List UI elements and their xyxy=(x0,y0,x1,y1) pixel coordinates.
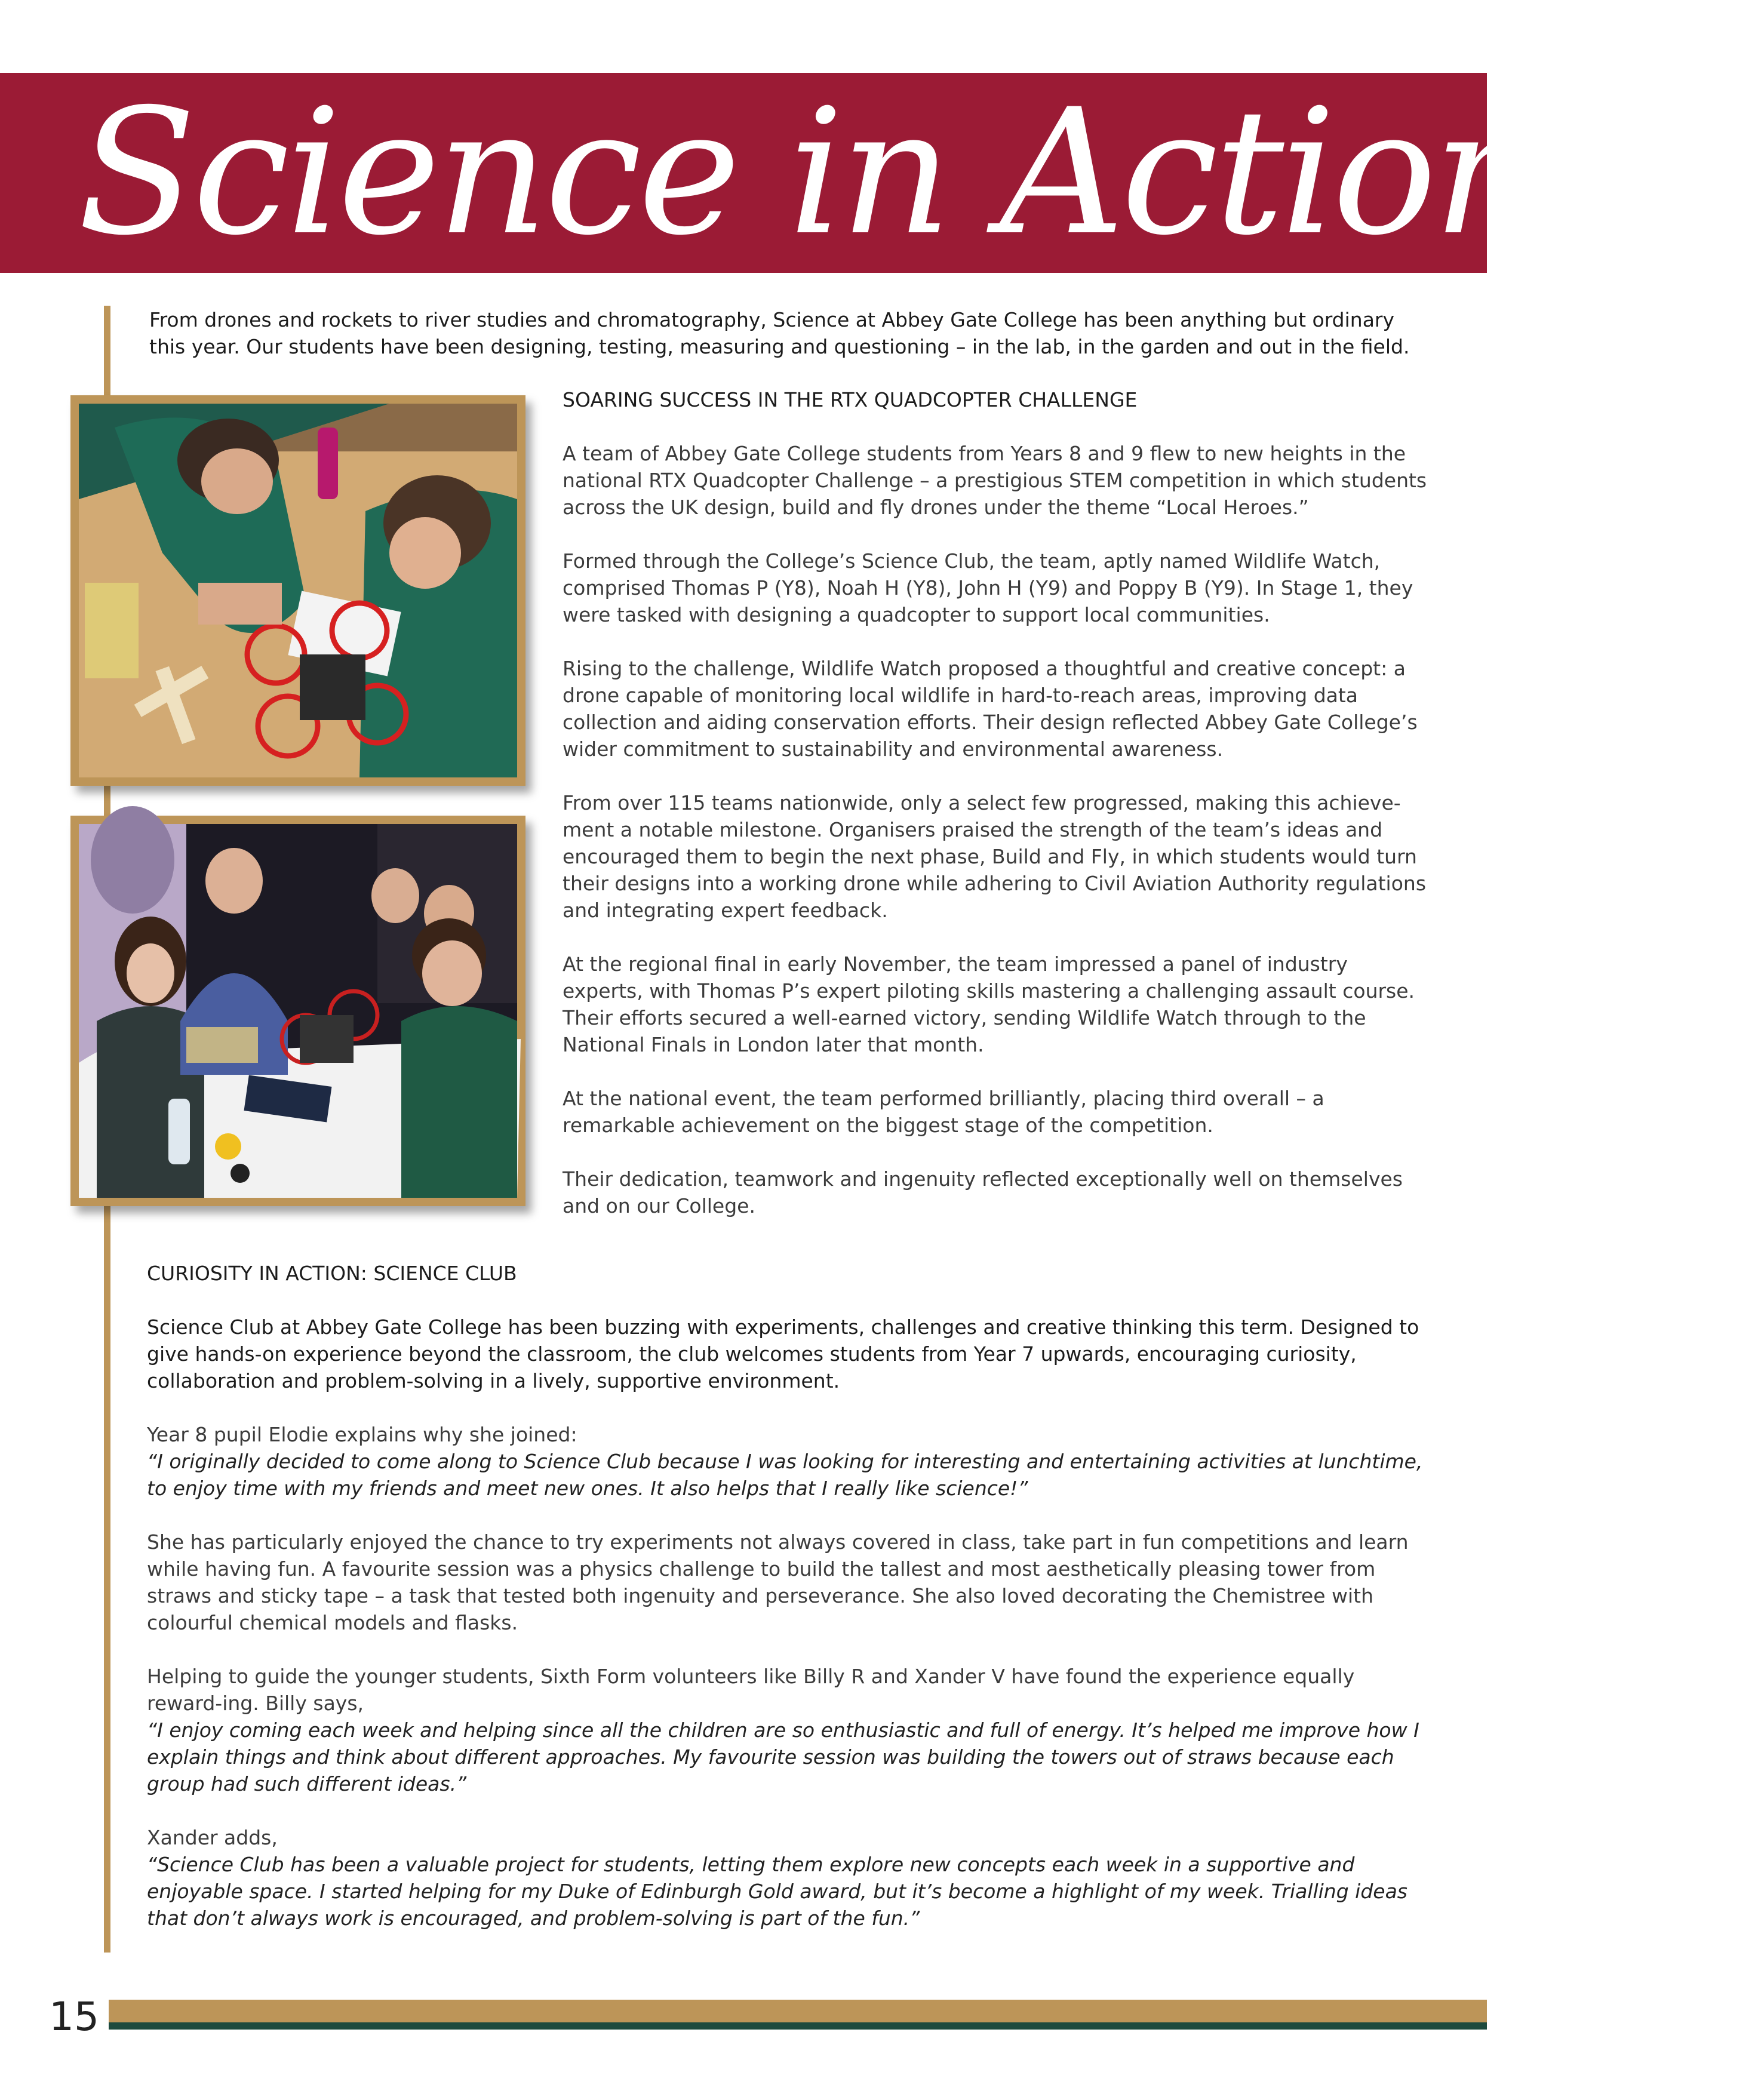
rtx-paragraph-1: A team of Abbey Gate College students from Years 8 and 9 flew to new heights in the national RTX Quadcopter Challenge – a prestigious STEM competition in which students across the UK design, build and fly drones under the theme “Local Heroes.” xyxy=(563,442,1427,519)
rtx-paragraph-3: Rising to the challenge, Wildlife Watch proposed a thoughtful and creative concept: a drone capable of monitoring local wildlife in hard-to-reach areas, improving data collection and aiding conservation efforts. Their design reflected Abbey Gate College’s wider commitment to sustainability and environmental awareness. xyxy=(563,657,1418,761)
photo-team-art xyxy=(79,824,517,1198)
club-helping-paragraph: Helping to guide the younger students, Sixth Form volunteers like Billy R and Xander V have found the experience equally reward-ing. Billy says, xyxy=(147,1665,1355,1715)
intro-paragraph: From drones and rockets to river studies and chromatography, Science at Abbey Gate College has been anything but ordinary this year. Our students have been designing, testing, measuring and questioning – in the lab, in the garden and out in the field. xyxy=(149,308,1410,358)
rtx-paragraph-7: Their dedication, teamwork and ingenuity reflected exceptionally well on themselves and on our College. xyxy=(563,1167,1403,1217)
rtx-paragraph-6: At the national event, the team performed brilliantly, placing third overall – a remarkable achievement on the biggest stage of the competition. xyxy=(563,1087,1324,1137)
club-xander-quote: “Science Club has been a valuable project for students, letting them explore new concepts each week in a supportive and enjoyable space. I started helping for my Duke of Edinburgh Gold award, but it’s become a highlight of my week. Trialling ideas that don’t always work is encouraged, and problem-solving is part of the fun.” xyxy=(147,1853,1407,1930)
footer-gold-bar xyxy=(109,2000,1487,2022)
page-number: 15 xyxy=(49,1994,99,2040)
club-heading: CURIOSITY IN ACTION: SCIENCE CLUB xyxy=(147,1262,517,1285)
rtx-paragraph-5: At the regional final in early November, the team impressed a panel of industry experts, with Thomas P’s expert piloting skills mastering a challenging assault course. Their efforts secured a well-earned victory, sending Wildlife Watch through to the National Finals in London later that month. xyxy=(563,952,1415,1056)
rtx-paragraph-4: From over 115 teams nationwide, only a select few progressed, making this achieve-ment a notable milestone. Organisers praised the strength of the team’s ideas and encouraged them to begin the next phase, Build and Fly, in which students would turn their designs into a working drone while adhering to Civil Aviation Authority regulations and integrating expert feedback. xyxy=(563,791,1427,922)
photo-building-drone xyxy=(79,404,517,777)
club-elodie-quote: “I originally decided to come along to Science Club because I was looking for interesting and entertaining activities at lunchtime, to enjoy time with my friends and meet new ones. It also helps that I really like science!” xyxy=(147,1450,1423,1500)
club-lead-paragraph: Science Club at Abbey Gate College has been buzzing with experiments, challenges and creative thinking this term. Designed to give hands-on experience beyond the classroom, the club welcomes students from Year 7 upwards, encouraging curiosity, collaboration and problem-solving in a lively, supportive environment. xyxy=(147,1315,1419,1392)
photo-team xyxy=(79,824,517,1198)
title-banner xyxy=(0,72,1758,273)
club-billy-quote: “I enjoy coming each week and helping since all the children are so enthusiastic and full of energy. It’s helped me improve how I explain things and think about different approaches. My favourite session was building the towers out of straws because each group had such different ideas.” xyxy=(147,1718,1419,1795)
page-title: Science in Action at xyxy=(78,72,1758,273)
photo-frame-team xyxy=(70,816,525,1206)
rtx-paragraph-2: Formed through the College’s Science Club, the team, aptly named Wildlife Watch, comprised Thomas P (Y8), Noah H (Y8), John H (Y9) and Poppy B (Y9). In Stage 1, they were tasked with designing a quadcopter to support local communities. xyxy=(563,549,1413,626)
footer-green-bar xyxy=(109,2022,1487,2030)
photo-frame-building-drone xyxy=(70,395,525,786)
photo-building-drone-art xyxy=(79,404,517,777)
club-xander-intro: Xander adds, xyxy=(147,1826,278,1849)
club-elodie-intro: Year 8 pupil Elodie explains why she joined: xyxy=(147,1423,577,1446)
rtx-heading: SOARING SUCCESS IN THE RTX QUADCOPTER CHALLENGE xyxy=(563,388,1138,411)
club-enjoyed-paragraph: She has particularly enjoyed the chance to try experiments not always covered in class, take part in fun competitions and learn while having fun. A favourite session was a physics challenge to build the tallest and most aesthetically pleasing tower from straws and sticky tape – a task that tested both ingenuity and perseverance. She also loved decorating the Chemistree with colourful chemical models and flasks. xyxy=(147,1530,1409,1634)
